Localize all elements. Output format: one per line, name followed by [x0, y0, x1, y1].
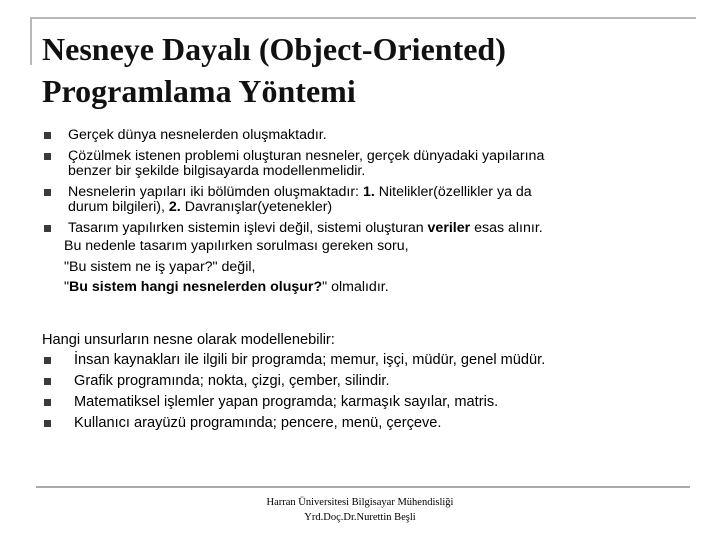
square-bullet-icon — [44, 378, 51, 385]
bullet-text-continuation: "Bu sistem hangi nesnelerden oluşur?" olmalıdır. — [64, 279, 389, 295]
bullet-text: Grafik programında; nokta, çizgi, çember, silindir. — [74, 373, 390, 389]
square-bullet-icon — [44, 399, 51, 406]
footer-line-2: Yrd.Doç.Dr.Nurettin Beşli — [304, 512, 416, 523]
bullet-text-continuation: benzer bir şekilde bilgisayarda modellenmelidir. — [68, 163, 366, 179]
bullet-text: İnsan kaynakları ile ilgili bir programda; memur, işçi, müdür, genel müdür. — [74, 352, 546, 368]
bullet-text: Matematiksel işlemler yapan programda; karmaşık sayılar, matris. — [74, 394, 499, 410]
slide-title — [42, 28, 702, 112]
title-line-2: Programlama Yöntemi — [42, 73, 356, 109]
list-item — [44, 371, 684, 392]
list-item — [44, 392, 684, 413]
example-bullet-list — [44, 350, 684, 434]
bullet-text: Tasarım yapılırken sistemin işlevi değil, sistemi oluşturan veriler esas alınır. — [68, 219, 543, 236]
square-bullet-icon — [44, 153, 51, 160]
bullet-text-continuation: "Bu sistem ne iş yapar?" değil, — [64, 258, 256, 275]
square-bullet-icon — [44, 132, 51, 139]
list-item — [44, 221, 684, 298]
square-bullet-icon — [44, 357, 51, 364]
bullet-text-continuation: durum bilgileri), 2. Davranışlar(yetenekler) — [68, 199, 333, 215]
list-item — [44, 350, 684, 371]
list-item — [44, 185, 684, 216]
slide-frame-top — [30, 17, 696, 19]
title-line-1: Nesneye Dayalı (Object-Oriented) — [42, 31, 506, 67]
main-bullet-list — [44, 128, 684, 303]
slide-footer — [0, 495, 720, 525]
section-heading: Hangi unsurların nesne olarak modellenebilir: — [42, 332, 335, 348]
bullet-text: Nesnelerin yapıları iki bölümden oluşmaktadır: 1. Nitelikler(özellikler ya da — [68, 183, 532, 200]
list-item — [44, 413, 684, 434]
square-bullet-icon — [44, 225, 51, 232]
footer-line-1: Harran Üniversitesi Bilgisayar Mühendisliği — [266, 497, 454, 508]
slide-frame-left — [30, 17, 32, 65]
bullet-text-continuation: Bu nedenle tasarım yapılırken sorulması gereken soru, — [64, 238, 409, 254]
list-item — [44, 149, 684, 180]
list-item — [44, 128, 684, 144]
square-bullet-icon — [44, 189, 51, 196]
footer-divider — [36, 486, 690, 488]
bullet-text: Çözülmek istenen problemi oluşturan nesneler, gerçek dünyadaki yapılarına — [68, 147, 545, 164]
bullet-text: Gerçek dünya nesnelerden oluşmaktadır. — [68, 127, 327, 143]
square-bullet-icon — [44, 420, 51, 427]
bullet-text: Kullanıcı arayüzü programında; pencere, menü, çerçeve. — [74, 415, 442, 431]
